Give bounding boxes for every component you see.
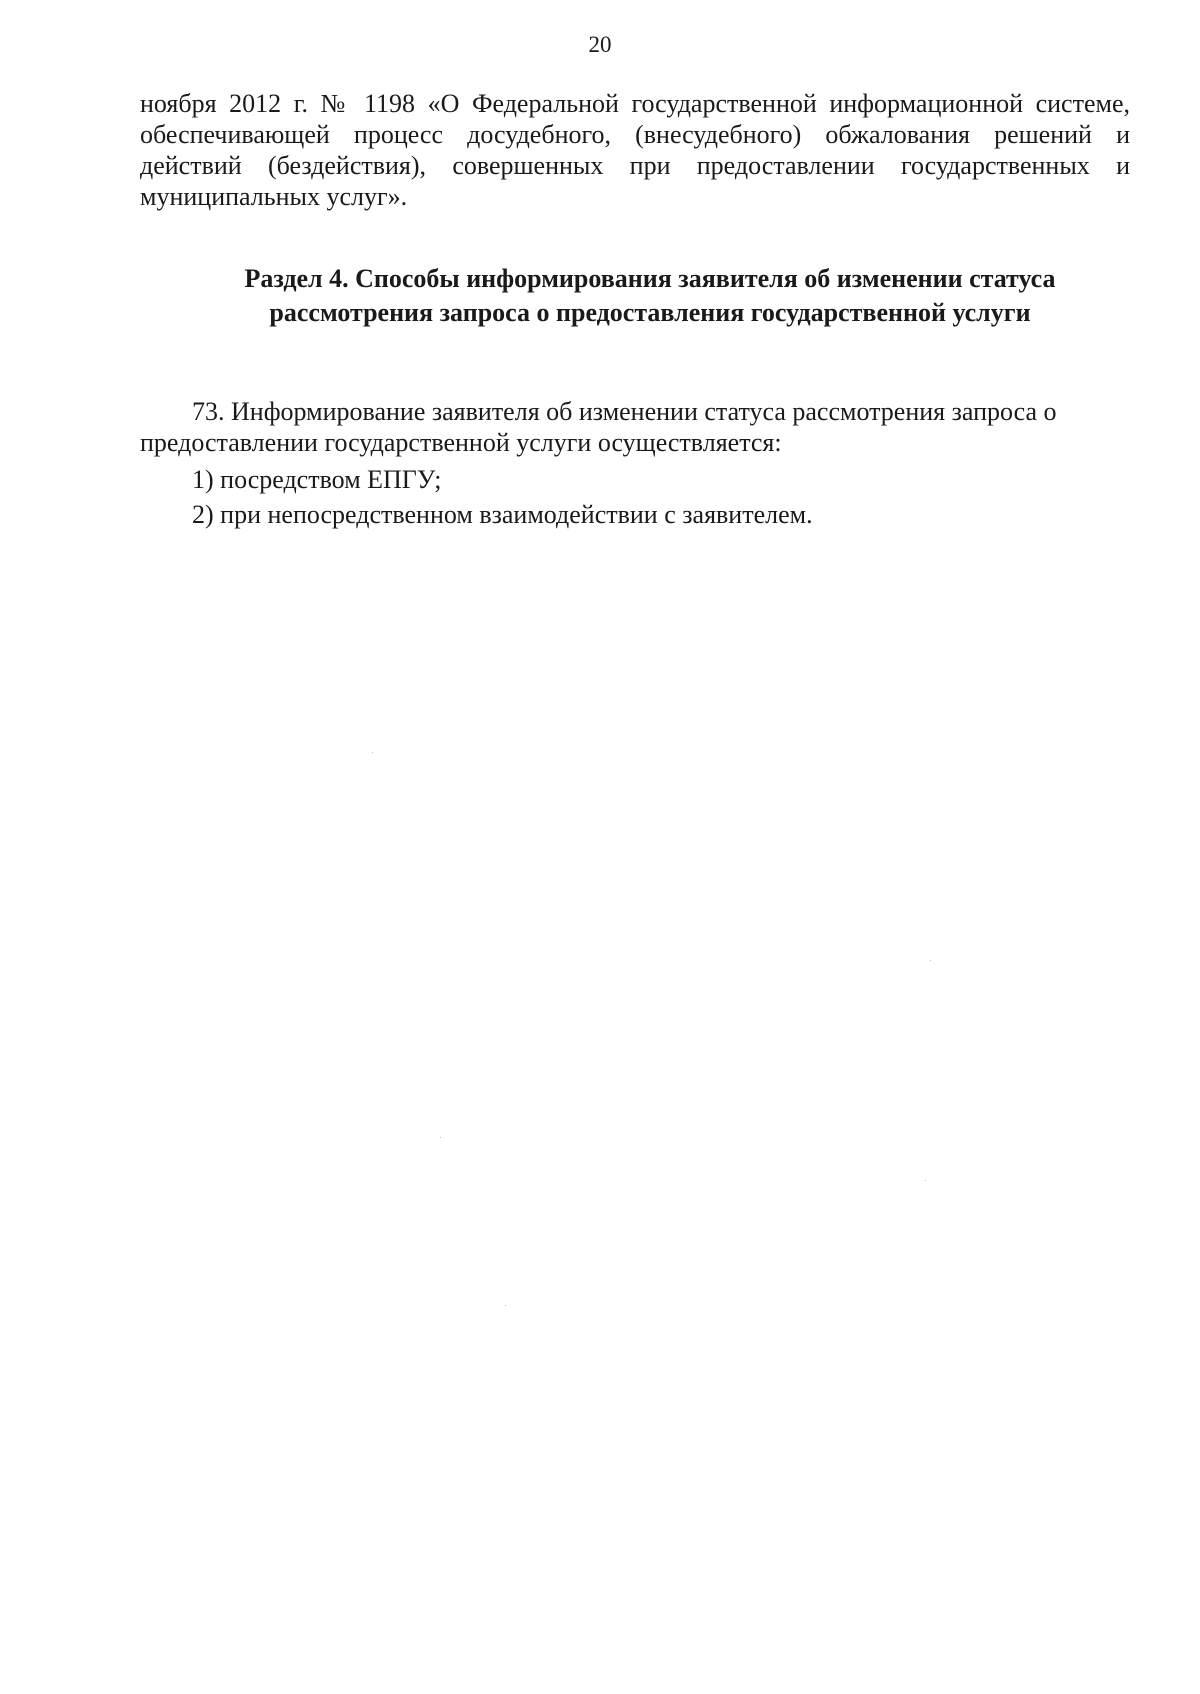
list-item: 2) при непосредственном взаимодействии с заявителем. [192, 500, 813, 529]
clause-73-paragraph: 73. Информирование заявителя об изменении статуса рассмотрения запроса о предоставлении государственной услуги осуществляется: [140, 397, 1057, 457]
section-heading-line-1: Раздел 4. Способы информирования заявителя об изменении статуса [244, 264, 1056, 293]
scan-speck [925, 1180, 926, 1181]
section-heading [180, 262, 1120, 330]
scan-speck [930, 960, 931, 961]
scan-speck [440, 1137, 441, 1138]
section-heading-line-2: рассмотрения запроса о предоставления государственной услуги [269, 298, 1031, 327]
clause-73-list [192, 462, 1130, 532]
list-item: 1) посредством ЕПГУ; [192, 465, 442, 494]
page-number: 20 [588, 32, 612, 57]
scan-speck [505, 1305, 506, 1306]
intro-paragraph: ноября 2012 г. № 1198 «О Федеральной государственной информационной системе, обеспечивающей процесс досудебного, (внесудебного) обжалования решений и действий (бездействия), совершенных при предоставлении государственных и муниципальных услуг». [140, 89, 1130, 211]
scan-speck [372, 752, 373, 753]
